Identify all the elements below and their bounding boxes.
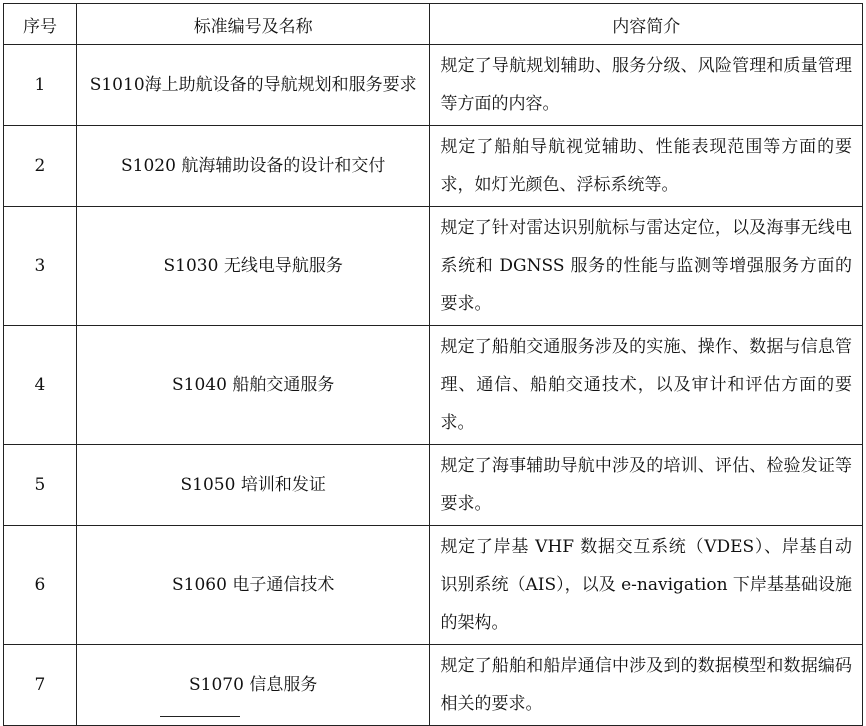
row-standard-name: S1040 船舶交通服务 [76, 326, 430, 445]
table-header-row [4, 4, 863, 45]
row-number: 3 [4, 207, 77, 326]
table-row [4, 645, 863, 726]
row-standard-name: S1030 无线电导航服务 [76, 207, 430, 326]
table-row [4, 326, 863, 445]
row-standard-name: S1050 培训和发证 [76, 445, 430, 526]
row-description: 规定了船舶导航视觉辅助、性能表现范围等方面的要求，如灯光颜色、浮标系统等。 [430, 126, 863, 207]
row-description: 规定了岸基 VHF 数据交互系统（VDES）、岸基自动识别系统（AIS），以及 e-navigation 下岸基基础设施的架构。 [430, 526, 863, 645]
row-number: 1 [4, 45, 77, 126]
row-standard-name: S1070 信息服务 [76, 645, 430, 726]
table-row [4, 445, 863, 526]
cropped-footer-line [0, 716, 866, 722]
table-row [4, 207, 863, 326]
row-description: 规定了船舶交通服务涉及的实施、操作、数据与信息管理、通信、船舶交通技术，以及审计和评估方面的要求。 [430, 326, 863, 445]
header-standard: 标准编号及名称 [76, 4, 430, 45]
row-standard-name: S1060 电子通信技术 [76, 526, 430, 645]
row-number: 2 [4, 126, 77, 207]
row-description: 规定了导航规划辅助、服务分级、风险管理和质量管理等方面的内容。 [430, 45, 863, 126]
row-standard-name: S1020 航海辅助设备的设计和交付 [76, 126, 430, 207]
row-description: 规定了海事辅助导航中涉及的培训、评估、检验发证等要求。 [430, 445, 863, 526]
header-description: 内容简介 [430, 4, 863, 45]
row-standard-name: S1010海上助航设备的导航规划和服务要求 [76, 45, 430, 126]
table-row [4, 126, 863, 207]
footer-rule [160, 716, 240, 722]
row-description: 规定了船舶和船岸通信中涉及到的数据模型和数据编码相关的要求。 [430, 645, 863, 726]
header-number: 序号 [4, 4, 77, 45]
table-row [4, 45, 863, 126]
standards-table [3, 3, 863, 726]
row-description: 规定了针对雷达识别航标与雷达定位，以及海事无线电系统和 DGNSS 服务的性能与监测等增强服务方面的要求。 [430, 207, 863, 326]
table-row [4, 526, 863, 645]
row-number: 7 [4, 645, 77, 726]
row-number: 6 [4, 526, 77, 645]
row-number: 4 [4, 326, 77, 445]
row-number: 5 [4, 445, 77, 526]
